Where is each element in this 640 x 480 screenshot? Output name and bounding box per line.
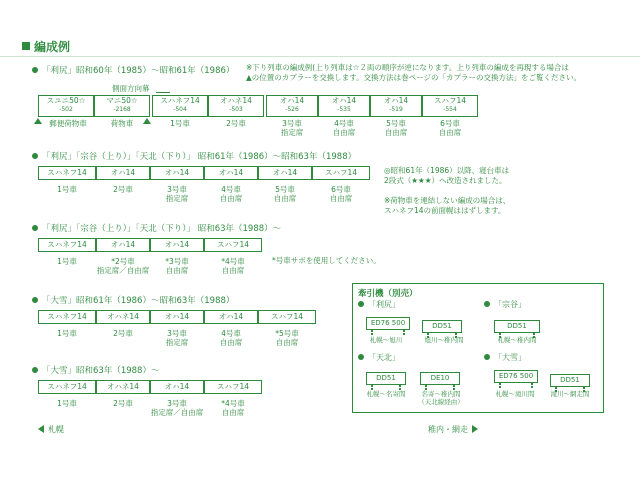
- loco-group-title: 「天北」: [358, 352, 400, 363]
- car-label: 2号車: [113, 185, 133, 194]
- coupler-marker-icon: [34, 118, 42, 124]
- locomotive: DD51: [550, 374, 590, 387]
- car: スハフ14: [204, 380, 262, 394]
- car-label: 1号車: [57, 329, 77, 338]
- car: オハ14: [150, 166, 204, 180]
- car-label: 1号車: [57, 257, 77, 266]
- car: オハ14: [258, 166, 312, 180]
- car: オハ14: [96, 166, 150, 180]
- locomotive: ED76 500: [494, 370, 538, 383]
- car: オハ14: [204, 310, 258, 324]
- bullet-icon: [484, 354, 490, 360]
- locomotive: DD51: [494, 320, 540, 333]
- section-note: ◎昭和61年（1986）以降、寝台車は 2段式（★★★）へ改造されました。 ※荷物車を連結しない編成の場合は、 スハネフ14の前面幌ははずします。: [384, 166, 511, 215]
- car: オハ14: [150, 380, 204, 394]
- arrow-left-icon: [38, 425, 44, 433]
- car-label: 1号車: [57, 399, 77, 408]
- car-label: 6号車 自由席: [329, 185, 353, 203]
- car-label: 6号車 自由席: [438, 119, 462, 137]
- direction-label: 側面方向幕: [112, 84, 150, 93]
- section-title: 「大雪」昭和63年（1988）～: [32, 364, 159, 376]
- section-title: 「利尻」「宗谷（上り）」「天北（下り）」 昭和63年（1988）～: [32, 222, 281, 234]
- locomotive-caption: 名寄～稚内間 （天北線経由）: [418, 390, 464, 406]
- car-label: 3号車 指定席: [280, 119, 304, 137]
- car: スハネフ14: [38, 238, 96, 252]
- locomotive-caption: 札幌～滝川間: [495, 390, 535, 398]
- car: スハネフ14: [38, 380, 96, 394]
- title-square-icon: [22, 42, 30, 50]
- locomotive-caption: 旭川～稚内間: [424, 336, 464, 344]
- bullet-icon: [32, 367, 38, 373]
- car-label: 2号車: [226, 119, 246, 128]
- car: スハフ14 -554: [422, 95, 478, 117]
- car-label: 4号車 自由席: [219, 185, 243, 203]
- car-label: 4号車 自由席: [332, 119, 356, 137]
- locomotive-caption: 札幌～稚内間: [497, 336, 537, 344]
- locomotive: DD51: [422, 320, 462, 333]
- loco-group-title: 「利尻」: [358, 299, 400, 310]
- car-label: 1号車: [57, 185, 77, 194]
- section-note: ※下り列車の編成例(上り列車は☆２両の順序が逆になります。上り列車の編成を再現する場合は ▲の位置のカプラーを交換します。交換方法は巻ページの「カプラーの交換方法」をご覧ください。: [246, 63, 582, 82]
- car: オハ14: [204, 166, 258, 180]
- car: オハ14: [150, 238, 204, 252]
- direction-leader: [156, 92, 170, 93]
- car: スハフ14: [204, 238, 262, 252]
- car: オハ14 -519: [370, 95, 422, 117]
- car-label: 3号車 指定席: [165, 185, 189, 203]
- page-title: 編成例: [34, 40, 71, 54]
- loco-group-title: 「大雪」: [484, 352, 526, 363]
- car: オハ14: [96, 238, 150, 252]
- car: スハフ14: [258, 310, 316, 324]
- section-note: *号車サボを使用してください。: [272, 256, 381, 265]
- locomotive-caption: 滝川～網走間: [550, 390, 590, 398]
- car: スハネフ14: [38, 166, 96, 180]
- bullet-icon: [358, 301, 364, 307]
- car-label: *3号車 自由席: [165, 257, 189, 275]
- car-label: 5号車 自由席: [384, 119, 408, 137]
- direction-right: 稚内・網走: [428, 424, 478, 435]
- car: オハネ14: [96, 380, 150, 394]
- car-label: *5号車 自由席: [275, 329, 299, 347]
- car: オハネ14 -503: [208, 95, 264, 117]
- bullet-icon: [32, 153, 38, 159]
- loco-group-title: 「宗谷」: [484, 299, 526, 310]
- car: オハ14 -526: [266, 95, 318, 117]
- bullet-icon: [32, 67, 38, 73]
- arrow-right-icon: [472, 425, 478, 433]
- locomotive: DE10: [420, 372, 460, 385]
- car-label: 5号車 自由席: [273, 185, 297, 203]
- section-title: 「利尻」昭和60年（1985）～昭和61年（1986）: [32, 64, 234, 76]
- locomotive-caption: 札幌～旭川: [369, 336, 403, 344]
- car-label: 4号車 自由席: [219, 329, 243, 347]
- car: スハネフ14: [38, 310, 96, 324]
- locomotive-panel-title: 牽引機（別売）: [358, 289, 418, 299]
- car: オハ14: [150, 310, 204, 324]
- car-label: 2号車: [113, 329, 133, 338]
- bullet-icon: [358, 354, 364, 360]
- section-title: 「利尻」「宗谷（上り）」「天北（下り）」 昭和61年（1986）～昭和63年（1988）: [32, 150, 356, 162]
- car-label: 荷物車: [110, 119, 134, 128]
- bullet-icon: [32, 297, 38, 303]
- locomotive: ED76 500: [366, 317, 410, 330]
- car-label: 郵便荷物車: [49, 119, 87, 128]
- bullet-icon: [484, 301, 490, 307]
- header-rule: [0, 56, 640, 57]
- car-label: 3号車 指定席／自由席: [150, 399, 204, 417]
- car: マニ50☆ -2168: [94, 95, 150, 117]
- section-title: 「大雪」昭和61年（1986）～昭和63年（1988）: [32, 294, 234, 306]
- locomotive-caption: 札幌～名寄間: [366, 390, 406, 398]
- car: オハ14 -535: [318, 95, 370, 117]
- car-label: 3号車 指定席: [165, 329, 189, 347]
- direction-left: 札幌: [38, 424, 64, 435]
- car: スハネフ14 -504: [152, 95, 208, 117]
- car-label: *4号車 自由席: [221, 257, 245, 275]
- car: オハネ14: [96, 310, 150, 324]
- locomotive: DD51: [366, 372, 406, 385]
- bullet-icon: [32, 225, 38, 231]
- car-label: *4号車 自由席: [221, 399, 245, 417]
- car: スユニ50☆ -502: [38, 95, 94, 117]
- car-label: *2号車 指定席／自由席: [96, 257, 150, 275]
- car-label: 2号車: [113, 399, 133, 408]
- car-label: 1号車: [170, 119, 190, 128]
- car: スハフ14: [312, 166, 370, 180]
